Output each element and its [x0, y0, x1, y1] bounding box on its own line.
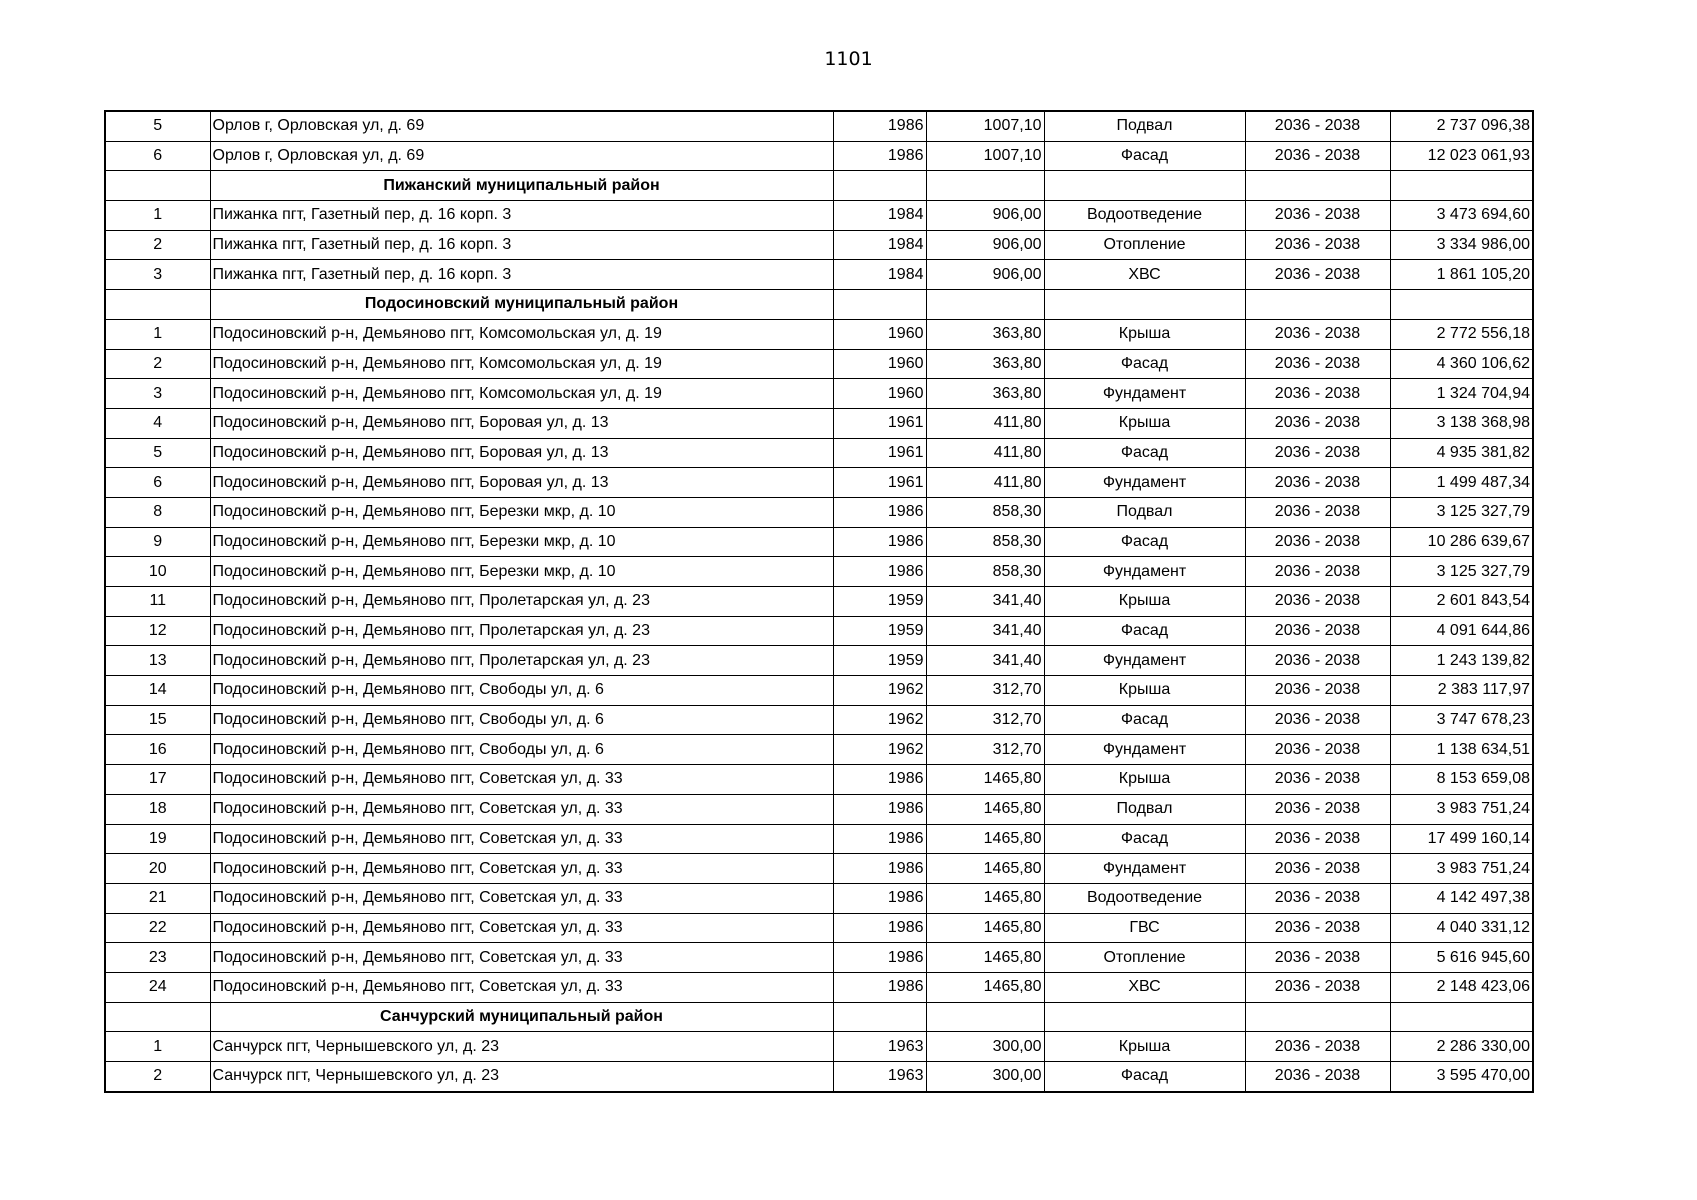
table-row [105, 587, 1533, 617]
area-cell: 1007,10 [926, 111, 1044, 141]
work-type-cell: Крыша [1044, 1032, 1245, 1062]
table-row [105, 408, 1533, 438]
period-cell: 2036 - 2038 [1245, 735, 1390, 765]
table-row [105, 616, 1533, 646]
table-row [105, 349, 1533, 379]
area-cell: 1465,80 [926, 854, 1044, 884]
build-year-cell: 1960 [833, 319, 926, 349]
work-type-cell: Водоотведение [1044, 883, 1245, 913]
build-year-cell: 1959 [833, 646, 926, 676]
row-number-cell: 20 [105, 854, 210, 884]
address-cell: Подосиновский р-н, Демьяново пгт, Советская ул, д. 33 [210, 824, 833, 854]
row-number-cell: 16 [105, 735, 210, 765]
area-cell: 363,80 [926, 319, 1044, 349]
empty-cell [926, 171, 1044, 201]
row-number-cell: 8 [105, 497, 210, 527]
area-cell: 1465,80 [926, 824, 1044, 854]
table-row [105, 883, 1533, 913]
address-cell: Подосиновский р-н, Демьяново пгт, Свободы ул, д. 6 [210, 676, 833, 706]
table-row [105, 913, 1533, 943]
period-cell: 2036 - 2038 [1245, 349, 1390, 379]
cost-cell: 2 772 556,18 [1390, 319, 1533, 349]
address-cell: Орлов г, Орловская ул, д. 69 [210, 141, 833, 171]
empty-cell [1044, 290, 1245, 320]
work-type-cell: Крыша [1044, 319, 1245, 349]
period-cell: 2036 - 2038 [1245, 468, 1390, 498]
table-row [105, 111, 1533, 141]
address-cell: Подосиновский р-н, Демьяново пгт, Советская ул, д. 33 [210, 913, 833, 943]
area-cell: 906,00 [926, 201, 1044, 231]
cost-cell: 1 499 487,34 [1390, 468, 1533, 498]
row-number-cell: 12 [105, 616, 210, 646]
empty-cell [1245, 1002, 1390, 1032]
build-year-cell: 1986 [833, 943, 926, 973]
work-type-cell: Подвал [1044, 497, 1245, 527]
build-year-cell: 1986 [833, 883, 926, 913]
work-type-cell: Фундамент [1044, 854, 1245, 884]
area-cell: 1007,10 [926, 141, 1044, 171]
row-number-cell: 14 [105, 676, 210, 706]
area-cell: 1465,80 [926, 913, 1044, 943]
work-type-cell: Фасад [1044, 616, 1245, 646]
work-type-cell: Фундамент [1044, 379, 1245, 409]
cost-cell: 2 737 096,38 [1390, 111, 1533, 141]
cost-cell: 3 138 368,98 [1390, 408, 1533, 438]
address-cell: Подосиновский р-н, Демьяново пгт, Боровая ул, д. 13 [210, 408, 833, 438]
row-number-cell: 6 [105, 141, 210, 171]
build-year-cell: 1984 [833, 230, 926, 260]
row-number-cell: 13 [105, 646, 210, 676]
cost-cell: 4 142 497,38 [1390, 883, 1533, 913]
table-row [105, 794, 1533, 824]
row-number-cell [105, 171, 210, 201]
period-cell: 2036 - 2038 [1245, 765, 1390, 795]
work-type-cell: Фасад [1044, 349, 1245, 379]
period-cell: 2036 - 2038 [1245, 943, 1390, 973]
period-cell: 2036 - 2038 [1245, 1062, 1390, 1092]
empty-cell [833, 1002, 926, 1032]
period-cell: 2036 - 2038 [1245, 111, 1390, 141]
work-type-cell: ХВС [1044, 972, 1245, 1002]
cost-cell: 10 286 639,67 [1390, 527, 1533, 557]
build-year-cell: 1962 [833, 676, 926, 706]
cost-cell: 1 243 139,82 [1390, 646, 1533, 676]
empty-cell [926, 290, 1044, 320]
table-row [105, 943, 1533, 973]
area-cell: 1465,80 [926, 943, 1044, 973]
work-type-cell: Водоотведение [1044, 201, 1245, 231]
period-cell: 2036 - 2038 [1245, 497, 1390, 527]
work-type-cell: ГВС [1044, 913, 1245, 943]
period-cell: 2036 - 2038 [1245, 972, 1390, 1002]
row-number-cell: 18 [105, 794, 210, 824]
address-cell: Санчурск пгт, Чернышевского ул, д. 23 [210, 1032, 833, 1062]
table-row [105, 319, 1533, 349]
cost-cell: 5 616 945,60 [1390, 943, 1533, 973]
table-row [105, 497, 1533, 527]
empty-cell [926, 1002, 1044, 1032]
cost-cell: 2 148 423,06 [1390, 972, 1533, 1002]
address-cell: Подосиновский р-н, Демьяново пгт, Советская ул, д. 33 [210, 854, 833, 884]
address-cell: Подосиновский р-н, Демьяново пгт, Пролетарская ул, д. 23 [210, 646, 833, 676]
table-row [105, 705, 1533, 735]
period-cell: 2036 - 2038 [1245, 646, 1390, 676]
build-year-cell: 1963 [833, 1062, 926, 1092]
area-cell: 1465,80 [926, 765, 1044, 795]
build-year-cell: 1961 [833, 438, 926, 468]
table-row [105, 1062, 1533, 1092]
period-cell: 2036 - 2038 [1245, 587, 1390, 617]
build-year-cell: 1986 [833, 794, 926, 824]
row-number-cell: 6 [105, 468, 210, 498]
row-number-cell: 10 [105, 557, 210, 587]
build-year-cell: 1986 [833, 972, 926, 1002]
address-cell: Подосиновский р-н, Демьяново пгт, Комсомольская ул, д. 19 [210, 349, 833, 379]
row-number-cell [105, 290, 210, 320]
cost-cell: 1 324 704,94 [1390, 379, 1533, 409]
period-cell: 2036 - 2038 [1245, 438, 1390, 468]
address-cell: Пижанка пгт, Газетный пер, д. 16 корп. 3 [210, 230, 833, 260]
area-cell: 341,40 [926, 587, 1044, 617]
cost-cell: 12 023 061,93 [1390, 141, 1533, 171]
work-type-cell: Крыша [1044, 587, 1245, 617]
work-type-cell: Фасад [1044, 141, 1245, 171]
row-number-cell: 1 [105, 1032, 210, 1062]
work-type-cell: Крыша [1044, 676, 1245, 706]
address-cell: Подосиновский р-н, Демьяново пгт, Советская ул, д. 33 [210, 943, 833, 973]
area-cell: 300,00 [926, 1032, 1044, 1062]
build-year-cell: 1960 [833, 379, 926, 409]
area-cell: 906,00 [926, 260, 1044, 290]
cost-cell: 2 601 843,54 [1390, 587, 1533, 617]
build-year-cell: 1984 [833, 201, 926, 231]
area-cell: 300,00 [926, 1062, 1044, 1092]
table-row [105, 646, 1533, 676]
table-row [105, 824, 1533, 854]
build-year-cell: 1961 [833, 408, 926, 438]
build-year-cell: 1960 [833, 349, 926, 379]
build-year-cell: 1986 [833, 913, 926, 943]
period-cell: 2036 - 2038 [1245, 557, 1390, 587]
district-title: Подосиновский муниципальный район [210, 290, 833, 320]
address-cell: Подосиновский р-н, Демьяново пгт, Советская ул, д. 33 [210, 883, 833, 913]
cost-cell: 2 383 117,97 [1390, 676, 1533, 706]
period-cell: 2036 - 2038 [1245, 201, 1390, 231]
row-number-cell: 9 [105, 527, 210, 557]
work-type-cell: Подвал [1044, 111, 1245, 141]
area-cell: 341,40 [926, 616, 1044, 646]
cost-cell: 4 360 106,62 [1390, 349, 1533, 379]
row-number-cell: 3 [105, 260, 210, 290]
period-cell: 2036 - 2038 [1245, 1032, 1390, 1062]
table-row [105, 438, 1533, 468]
district-title: Санчурский муниципальный район [210, 1002, 833, 1032]
row-number-cell: 1 [105, 319, 210, 349]
address-cell: Подосиновский р-н, Демьяново пгт, Березки мкр, д. 10 [210, 497, 833, 527]
area-cell: 1465,80 [926, 972, 1044, 1002]
work-type-cell: Отопление [1044, 230, 1245, 260]
address-cell: Пижанка пгт, Газетный пер, д. 16 корп. 3 [210, 260, 833, 290]
empty-cell [833, 290, 926, 320]
build-year-cell: 1986 [833, 824, 926, 854]
address-cell: Подосиновский р-н, Демьяново пгт, Комсомольская ул, д. 19 [210, 319, 833, 349]
work-type-cell: Фундамент [1044, 646, 1245, 676]
work-type-cell: Фасад [1044, 705, 1245, 735]
build-year-cell: 1959 [833, 616, 926, 646]
table-row [105, 765, 1533, 795]
period-cell: 2036 - 2038 [1245, 616, 1390, 646]
area-cell: 858,30 [926, 557, 1044, 587]
district-section-row [105, 1002, 1533, 1032]
address-cell: Подосиновский р-н, Демьяново пгт, Советская ул, д. 33 [210, 794, 833, 824]
period-cell: 2036 - 2038 [1245, 794, 1390, 824]
cost-cell: 1 861 105,20 [1390, 260, 1533, 290]
empty-cell [1390, 290, 1533, 320]
period-cell: 2036 - 2038 [1245, 141, 1390, 171]
area-cell: 411,80 [926, 438, 1044, 468]
build-year-cell: 1986 [833, 854, 926, 884]
cost-cell: 3 747 678,23 [1390, 705, 1533, 735]
work-type-cell: Отопление [1044, 943, 1245, 973]
row-number-cell: 11 [105, 587, 210, 617]
work-type-cell: Крыша [1044, 408, 1245, 438]
address-cell: Подосиновский р-н, Демьяново пгт, Боровая ул, д. 13 [210, 468, 833, 498]
table-row [105, 557, 1533, 587]
table-row [105, 230, 1533, 260]
address-cell: Подосиновский р-н, Демьяново пгт, Березки мкр, д. 10 [210, 527, 833, 557]
table-row [105, 854, 1533, 884]
row-number-cell: 22 [105, 913, 210, 943]
period-cell: 2036 - 2038 [1245, 705, 1390, 735]
period-cell: 2036 - 2038 [1245, 260, 1390, 290]
table-row [105, 676, 1533, 706]
area-cell: 906,00 [926, 230, 1044, 260]
period-cell: 2036 - 2038 [1245, 379, 1390, 409]
build-year-cell: 1984 [833, 260, 926, 290]
area-cell: 1465,80 [926, 883, 1044, 913]
build-year-cell: 1986 [833, 557, 926, 587]
district-section-row [105, 290, 1533, 320]
address-cell: Подосиновский р-н, Демьяново пгт, Березки мкр, д. 10 [210, 557, 833, 587]
cost-cell: 1 138 634,51 [1390, 735, 1533, 765]
work-type-cell: Фасад [1044, 527, 1245, 557]
area-cell: 363,80 [926, 379, 1044, 409]
period-cell: 2036 - 2038 [1245, 883, 1390, 913]
table-row [105, 1032, 1533, 1062]
work-type-cell: Фасад [1044, 438, 1245, 468]
period-cell: 2036 - 2038 [1245, 913, 1390, 943]
cost-cell: 4 935 381,82 [1390, 438, 1533, 468]
repair-schedule-table [104, 110, 1534, 1093]
cost-cell: 4 040 331,12 [1390, 913, 1533, 943]
row-number-cell: 4 [105, 408, 210, 438]
area-cell: 312,70 [926, 705, 1044, 735]
period-cell: 2036 - 2038 [1245, 676, 1390, 706]
area-cell: 411,80 [926, 468, 1044, 498]
address-cell: Пижанка пгт, Газетный пер, д. 16 корп. 3 [210, 201, 833, 231]
period-cell: 2036 - 2038 [1245, 408, 1390, 438]
table-row [105, 141, 1533, 171]
cost-cell: 4 091 644,86 [1390, 616, 1533, 646]
table-row [105, 972, 1533, 1002]
address-cell: Подосиновский р-н, Демьяново пгт, Боровая ул, д. 13 [210, 438, 833, 468]
work-type-cell: Крыша [1044, 765, 1245, 795]
table-row [105, 735, 1533, 765]
table-body [105, 111, 1533, 1092]
row-number-cell: 24 [105, 972, 210, 1002]
work-type-cell: Фундамент [1044, 557, 1245, 587]
cost-cell: 2 286 330,00 [1390, 1032, 1533, 1062]
area-cell: 858,30 [926, 497, 1044, 527]
row-number-cell: 5 [105, 111, 210, 141]
cost-cell: 8 153 659,08 [1390, 765, 1533, 795]
district-section-row [105, 171, 1533, 201]
address-cell: Подосиновский р-н, Демьяново пгт, Свободы ул, д. 6 [210, 735, 833, 765]
build-year-cell: 1986 [833, 527, 926, 557]
area-cell: 1465,80 [926, 794, 1044, 824]
cost-cell: 3 595 470,00 [1390, 1062, 1533, 1092]
area-cell: 858,30 [926, 527, 1044, 557]
row-number-cell: 5 [105, 438, 210, 468]
build-year-cell: 1962 [833, 735, 926, 765]
empty-cell [1390, 171, 1533, 201]
work-type-cell: Фасад [1044, 1062, 1245, 1092]
area-cell: 341,40 [926, 646, 1044, 676]
table-row [105, 527, 1533, 557]
work-type-cell: Фасад [1044, 824, 1245, 854]
address-cell: Подосиновский р-н, Демьяново пгт, Советская ул, д. 33 [210, 972, 833, 1002]
row-number-cell: 23 [105, 943, 210, 973]
row-number-cell: 3 [105, 379, 210, 409]
table-row [105, 468, 1533, 498]
work-type-cell: Фундамент [1044, 735, 1245, 765]
district-title: Пижанский муниципальный район [210, 171, 833, 201]
row-number-cell: 15 [105, 705, 210, 735]
build-year-cell: 1963 [833, 1032, 926, 1062]
empty-cell [1245, 171, 1390, 201]
empty-cell [1044, 1002, 1245, 1032]
area-cell: 312,70 [926, 735, 1044, 765]
row-number-cell [105, 1002, 210, 1032]
address-cell: Подосиновский р-н, Демьяново пгт, Пролетарская ул, д. 23 [210, 587, 833, 617]
build-year-cell: 1986 [833, 765, 926, 795]
row-number-cell: 21 [105, 883, 210, 913]
cost-cell: 3 473 694,60 [1390, 201, 1533, 231]
period-cell: 2036 - 2038 [1245, 230, 1390, 260]
area-cell: 363,80 [926, 349, 1044, 379]
row-number-cell: 19 [105, 824, 210, 854]
work-type-cell: Подвал [1044, 794, 1245, 824]
address-cell: Подосиновский р-н, Демьяново пгт, Свободы ул, д. 6 [210, 705, 833, 735]
period-cell: 2036 - 2038 [1245, 319, 1390, 349]
page-number: 1101 [824, 48, 873, 70]
row-number-cell: 2 [105, 230, 210, 260]
empty-cell [833, 171, 926, 201]
build-year-cell: 1962 [833, 705, 926, 735]
address-cell: Подосиновский р-н, Демьяново пгт, Пролетарская ул, д. 23 [210, 616, 833, 646]
build-year-cell: 1986 [833, 497, 926, 527]
work-type-cell: Фундамент [1044, 468, 1245, 498]
row-number-cell: 2 [105, 1062, 210, 1092]
area-cell: 312,70 [926, 676, 1044, 706]
cost-cell: 3 983 751,24 [1390, 854, 1533, 884]
build-year-cell: 1961 [833, 468, 926, 498]
cost-cell: 3 125 327,79 [1390, 497, 1533, 527]
table-row [105, 260, 1533, 290]
build-year-cell: 1959 [833, 587, 926, 617]
empty-cell [1245, 290, 1390, 320]
cost-cell: 3 983 751,24 [1390, 794, 1533, 824]
row-number-cell: 1 [105, 201, 210, 231]
period-cell: 2036 - 2038 [1245, 824, 1390, 854]
area-cell: 411,80 [926, 408, 1044, 438]
period-cell: 2036 - 2038 [1245, 854, 1390, 884]
address-cell: Орлов г, Орловская ул, д. 69 [210, 111, 833, 141]
row-number-cell: 2 [105, 349, 210, 379]
row-number-cell: 17 [105, 765, 210, 795]
address-cell: Подосиновский р-н, Демьяново пгт, Советская ул, д. 33 [210, 765, 833, 795]
table-row [105, 201, 1533, 231]
address-cell: Подосиновский р-н, Демьяново пгт, Комсомольская ул, д. 19 [210, 379, 833, 409]
cost-cell: 17 499 160,14 [1390, 824, 1533, 854]
period-cell: 2036 - 2038 [1245, 527, 1390, 557]
empty-cell [1044, 171, 1245, 201]
build-year-cell: 1986 [833, 111, 926, 141]
cost-cell: 3 334 986,00 [1390, 230, 1533, 260]
build-year-cell: 1986 [833, 141, 926, 171]
cost-cell: 3 125 327,79 [1390, 557, 1533, 587]
work-type-cell: ХВС [1044, 260, 1245, 290]
empty-cell [1390, 1002, 1533, 1032]
table-row [105, 379, 1533, 409]
address-cell: Санчурск пгт, Чернышевского ул, д. 23 [210, 1062, 833, 1092]
